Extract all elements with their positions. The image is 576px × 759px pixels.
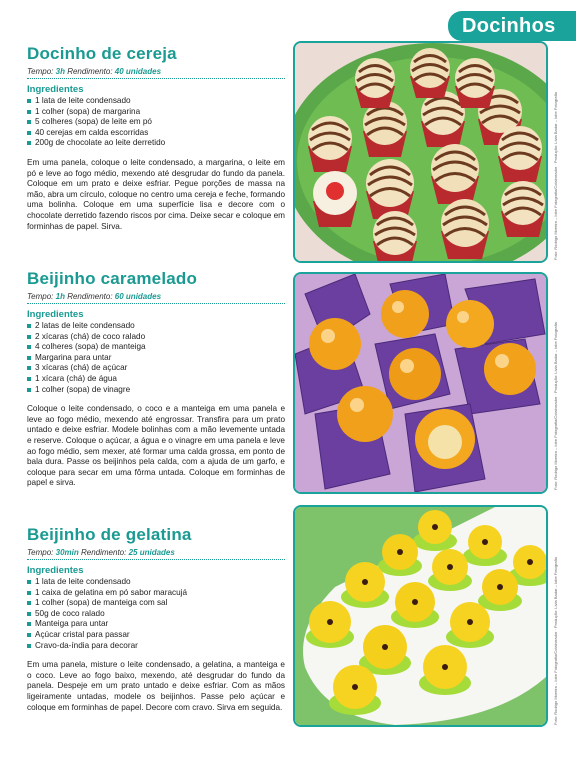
ingredients-heading: Ingredientes bbox=[27, 84, 84, 95]
list-item: 5 colheres (sopa) de leite em pó bbox=[27, 117, 285, 128]
recipe-gelatina bbox=[27, 525, 285, 713]
recipe-title: Docinho de cereja bbox=[27, 44, 177, 63]
list-item: 4 colheres (sopa) de manteiga bbox=[27, 342, 285, 353]
list-item: Manteiga para untar bbox=[27, 619, 285, 630]
photo-cherry-truffles bbox=[293, 41, 548, 263]
recipe-title: Beijinho de gelatina bbox=[27, 525, 192, 544]
list-item: 40 cerejas em calda escorridas bbox=[27, 128, 285, 139]
list-item: Açúcar cristal para passar bbox=[27, 630, 285, 641]
recipe-title: Beijinho caramelado bbox=[27, 269, 198, 288]
recipe-meta: Tempo: 3h Rendimento: 40 unidades bbox=[27, 67, 162, 76]
ingredients-list bbox=[27, 321, 285, 395]
recipe-meta: Tempo: 30min Rendimento: 25 unidades bbox=[27, 548, 175, 557]
ingredients-heading: Ingredientes bbox=[27, 309, 84, 320]
list-item: 1 xícara (chá) de água bbox=[27, 374, 285, 385]
recipe-meta: Tempo: 1h Rendimento: 60 unidades bbox=[27, 292, 162, 301]
divider bbox=[27, 303, 285, 304]
photo-gelatin-beijinhos bbox=[293, 505, 548, 727]
recipe-cereja bbox=[27, 44, 285, 232]
divider bbox=[27, 559, 285, 560]
list-item: Cravo-da-índia para decorar bbox=[27, 641, 285, 652]
list-item: 1 colher (sopa) de manteiga com sal bbox=[27, 598, 285, 609]
list-item: 2 xícaras (chá) de coco ralado bbox=[27, 332, 285, 343]
photo-credit: Foto: Rodrigo Moreira – Iobe Fotografia/Colaborador · Produção: Lívia Badar – Iobe Fotografia bbox=[553, 557, 558, 725]
list-item: 2 latas de leite condensado bbox=[27, 321, 285, 332]
list-item: 3 xícaras (chá) de açúcar bbox=[27, 363, 285, 374]
method-text: Em uma panela, misture o leite condensado, a gelatina, a manteiga e o coco. Leve ao fogo baixo, mexendo, até desgrudar do fundo da panela. Despeje em um prato untado e deixe esfriar. Com as mãos ligeiramente untadas, modele os beijinhos. Passe pelo açúcar e coloque em forminhas de papel. Decore com cravo. Sirva em seguida. bbox=[27, 660, 285, 712]
section-tab-label: Docinhos bbox=[448, 11, 576, 41]
list-item: 200g de chocolate ao leite derretido bbox=[27, 138, 285, 149]
method-text: Em uma panela, coloque o leite condensado, a margarina, o leite em pó e leve ao fogo médio, mexendo até desgrudar do fundo da panela. Coloque em um prato e deixe esfriar. Pegue porções de massa na mão, abra um círculo, coloque no centro uma cereja e feche, formando uma bolinha. Coloque em uma superfície lisa e decore com o chocolate derretido fazendo riscos por cima. Deixe secar e coloque em forminhas de papel. Sirva. bbox=[27, 157, 285, 231]
list-item: 1 lata de leite condensado bbox=[27, 96, 285, 107]
method-text: Coloque o leite condensado, o coco e a manteiga em uma panela e leve ao fogo médio, mexendo até engrossar. Transfira para um prato untado e deixe esfriar. Modele bolinhas com a mão levemente untada e reserve. Coloque o açúcar, a água e o vinagre em uma panela e leve ao fogo médio, sem mexer, até formar uma calda grossa, em ponto de bala dura. Passe os beijinhos pela calda, com a ajuda de um garfo, e coloque para secar em uma fôrma untada. Coloque em forminhas de papel e sirva. bbox=[27, 404, 285, 488]
list-item: Margarina para untar bbox=[27, 353, 285, 364]
ingredients-list bbox=[27, 96, 285, 149]
list-item: 50g de coco ralado bbox=[27, 609, 285, 620]
list-item: 1 caixa de gelatina em pó sabor maracujá bbox=[27, 588, 285, 599]
divider bbox=[27, 78, 285, 79]
list-item: 1 lata de leite condensado bbox=[27, 577, 285, 588]
list-item: 1 colher (sopa) de vinagre bbox=[27, 385, 285, 396]
list-item: 1 colher (sopa) de margarina bbox=[27, 107, 285, 118]
ingredients-heading: Ingredientes bbox=[27, 565, 84, 576]
photo-caramel-beijinhos bbox=[293, 272, 548, 494]
photo-credit: Foto: Rodrigo Moreira – Iobe Fotografia/Colaborador · Produção: Lívia Badar – Iobe Fotografia bbox=[553, 322, 558, 490]
ingredients-list bbox=[27, 577, 285, 651]
recipe-caramelado bbox=[27, 269, 285, 489]
photo-credit: Foto: Rodrigo Moreira – Iobe Fotografia/Colaborador · Produção: Lívia Badar – Iobe Fotografia bbox=[553, 92, 558, 260]
